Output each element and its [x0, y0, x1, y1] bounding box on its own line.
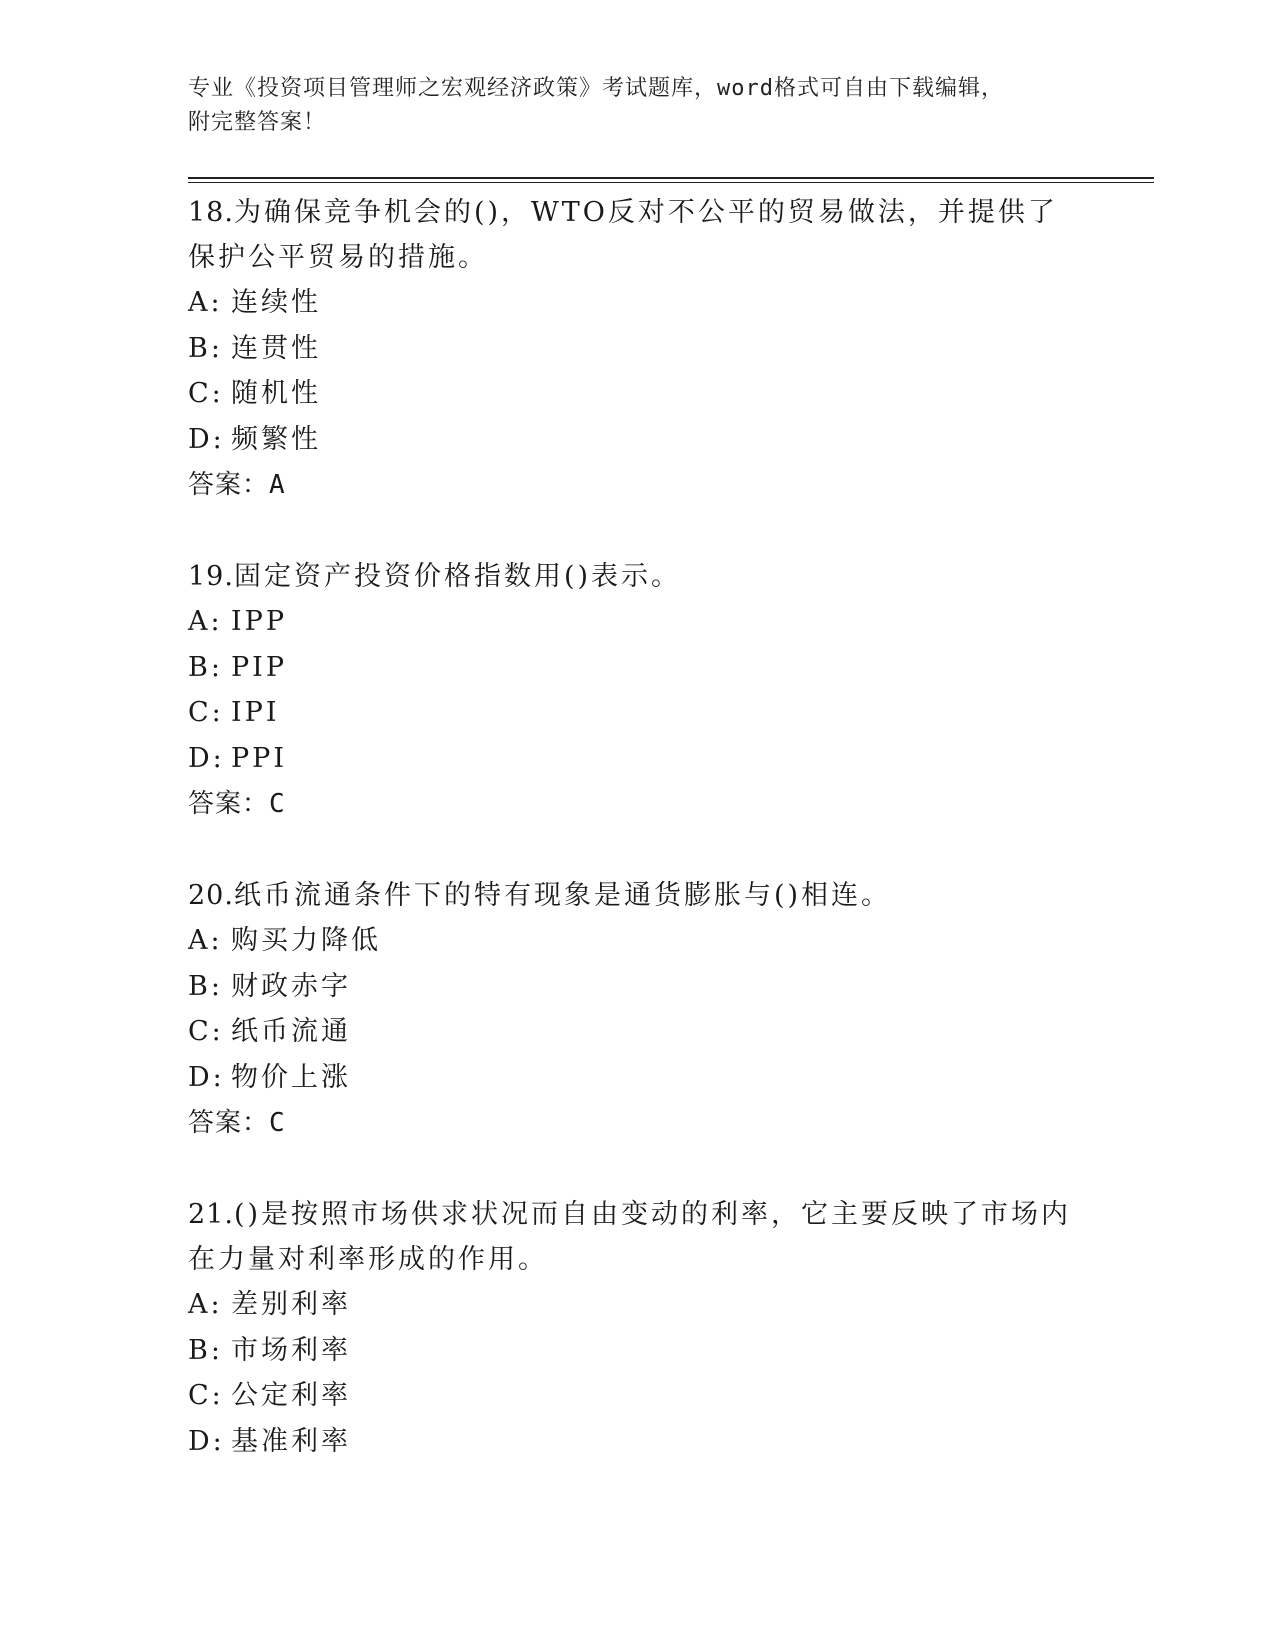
option-letter: B:: [188, 332, 223, 364]
answer-line: [188, 462, 1088, 508]
option-letter: A:: [188, 287, 223, 318]
header-line-1: 专业《投资项目管理师之宏观经济政策》考试题库，word格式可自由下载编辑，: [188, 76, 1004, 101]
question-stem: [188, 552, 1078, 599]
option-c: [188, 1009, 1088, 1055]
question-18: [188, 188, 1088, 508]
question-number: 21.: [188, 1199, 234, 1230]
option-text: 连续性: [231, 287, 321, 318]
answer-label: 答案：: [188, 789, 270, 819]
question-number: 18.: [188, 197, 234, 228]
option-d: [188, 1419, 1088, 1465]
option-b: [188, 964, 1088, 1010]
option-letter: C:: [188, 1380, 224, 1411]
option-text: 公定利率: [231, 1380, 351, 1411]
option-a: [188, 280, 1088, 326]
answer-label: 答案：: [188, 1108, 270, 1138]
question-text: 固定资产投资价格指数用()表示。: [233, 561, 682, 592]
option-letter: D:: [188, 1425, 225, 1457]
option-text: 市场利率: [231, 1334, 351, 1366]
answer-value: A: [269, 470, 286, 500]
option-text: 财政赤字: [231, 970, 351, 1002]
option-letter: A:: [188, 1289, 223, 1320]
option-b: [188, 1328, 1088, 1374]
question-text: ()是按照市场供求状况而自由变动的利率，它主要反映了市场内在力量对利率形成的作用。: [188, 1199, 1072, 1275]
option-a: [188, 599, 1088, 645]
option-letter: B:: [188, 970, 223, 1002]
header-divider-thick: [188, 177, 1154, 179]
option-letter: D:: [188, 1061, 225, 1093]
option-c: [188, 1373, 1088, 1419]
option-a: [188, 918, 1088, 964]
answer-line: [188, 1100, 1088, 1146]
question-text: 为确保竞争机会的()，WTO反对不公平的贸易做法，并提供了保护公平贸易的措施。: [188, 197, 1058, 273]
option-b: [188, 645, 1088, 691]
option-letter: A:: [188, 925, 223, 956]
header-divider-thin: [188, 182, 1154, 183]
question-stem: [188, 1190, 1078, 1282]
option-text: 基准利率: [231, 1425, 351, 1457]
document-header: [188, 72, 1068, 140]
option-a: [188, 1282, 1088, 1328]
option-text: IPI: [231, 697, 280, 728]
answer-value: C: [269, 1108, 286, 1138]
option-letter: C:: [188, 378, 224, 409]
option-c: [188, 690, 1088, 736]
option-text: 连贯性: [231, 332, 321, 364]
option-d: [188, 1055, 1088, 1101]
question-stem: [188, 871, 1078, 918]
option-text: 购买力降低: [231, 925, 381, 956]
question-20: [188, 871, 1088, 1146]
option-b: [188, 326, 1088, 372]
question-text: 纸币流通条件下的特有现象是通货膨胀与()相连。: [233, 880, 892, 911]
option-letter: B:: [188, 651, 223, 683]
option-d: [188, 736, 1088, 782]
option-text: 随机性: [231, 378, 321, 409]
option-text: 物价上涨: [231, 1061, 351, 1093]
option-letter: C:: [188, 1016, 224, 1047]
question-stem: [188, 188, 1078, 280]
option-text: IPP: [231, 606, 287, 637]
header-line-2: 附完整答案！: [188, 110, 327, 135]
question-number: 20.: [188, 880, 234, 911]
answer-label: 答案：: [188, 470, 270, 500]
option-letter: D:: [188, 742, 225, 774]
option-text: PIP: [231, 651, 287, 683]
option-c: [188, 371, 1088, 417]
option-text: 频繁性: [231, 423, 321, 455]
option-text: PPI: [231, 742, 287, 774]
question-19: [188, 552, 1088, 827]
option-text: 纸币流通: [231, 1016, 351, 1047]
question-21: [188, 1190, 1088, 1464]
option-letter: C:: [188, 697, 224, 728]
option-letter: B:: [188, 1334, 223, 1366]
question-number: 19.: [188, 561, 234, 592]
option-letter: D:: [188, 423, 225, 455]
option-text: 差别利率: [231, 1289, 351, 1320]
answer-line: [188, 781, 1088, 827]
option-letter: A:: [188, 606, 223, 637]
option-d: [188, 417, 1088, 463]
question-list: [188, 188, 1088, 1464]
answer-value: C: [269, 789, 286, 819]
